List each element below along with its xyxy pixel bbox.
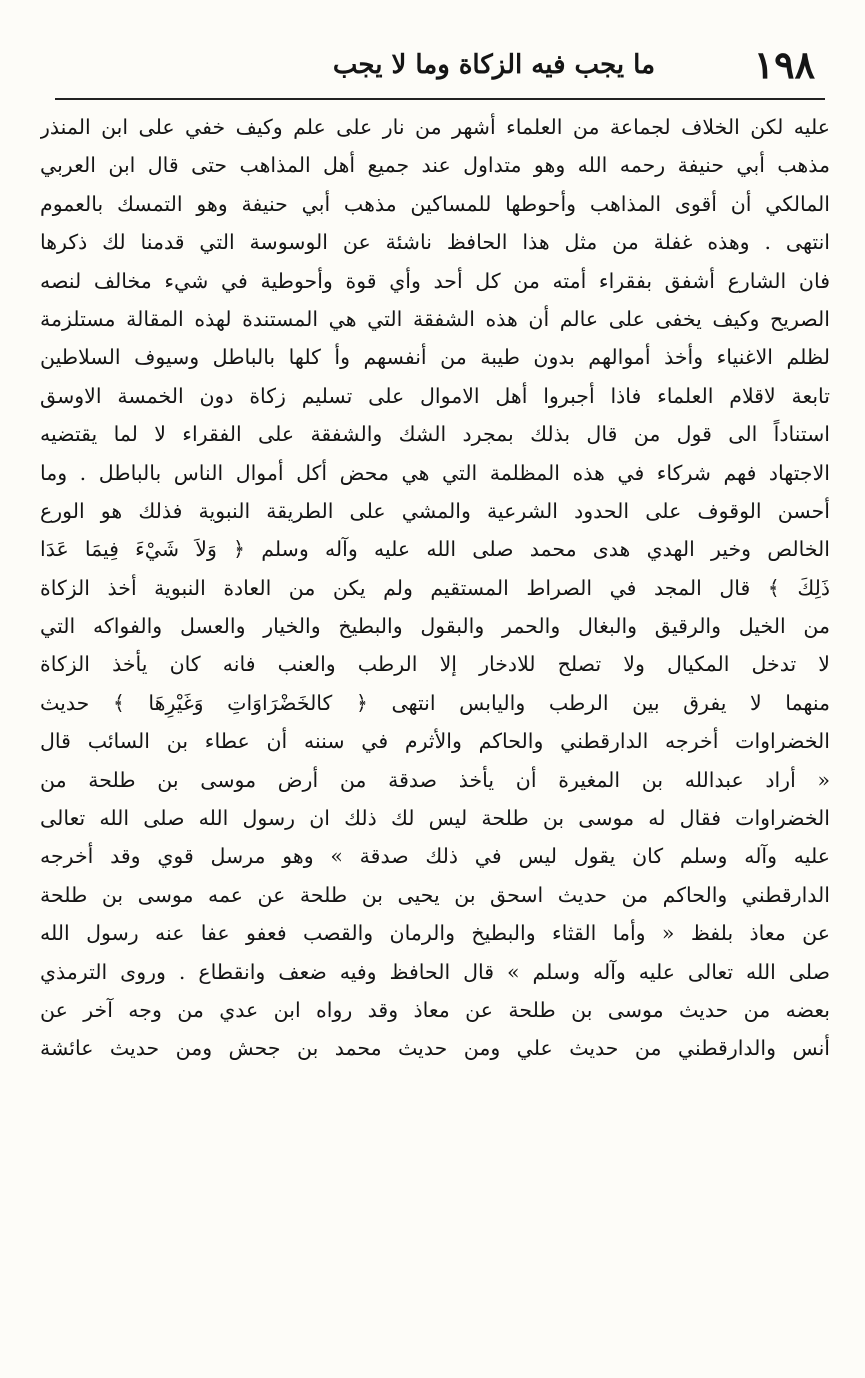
page-number: ١٩٨ [753, 42, 815, 87]
text-line: ذَلِكَ ﴾ قال المجد في الصراط المستقيم ولم يكن من العادة النبوية أخذ الزكاة [40, 575, 830, 600]
text-line: انتهى . وهذه غفلة من مثل هذا الحافظ ناشئة عن الوسوسة التي قدمنا لك ذكرها [40, 230, 830, 255]
text-line: فان الشارع أشفق بفقراء أمته من كل أحد وأي قوة وأحوطية في شيء مخالف لنصه [40, 268, 830, 293]
text-line: لا تدخل المكيال ولا تصلح للادخار إلا الرطب والعنب فانه كان يأخذ الزكاة [40, 652, 830, 677]
text-line: تابعة لاقلام العلماء فاذا أجبروا أهل الاموال على تسليم زكاة دون الخمسة الاوسق [40, 383, 830, 408]
text-line: الصريح وكيف يخفى على عالم أن هذه الشفقة التي هي المستندة لهذه المقالة مستلزمة [40, 306, 830, 331]
text-line: الخالص وخير الهدي هدى محمد صلى الله عليه وآله وسلم ﴿ وَلاَ شَيْءَ فِيمَا عَدَا [40, 537, 830, 562]
page-header [55, 38, 825, 100]
text-line: من الخيل والرقيق والبغال والحمر والبقول والبطيخ والخيار والعسل والفواكه التي [40, 614, 830, 639]
text-line: مذهب أبي حنيفة رحمه الله وهو متداول عند جميع أهل المذاهب حتى قال ابن العربي [40, 153, 830, 178]
text-line: أنس والدارقطني من حديث علي ومن حديث محمد بن جحش ومن حديث عائشة [40, 1036, 830, 1061]
text-line: عليه وآله وسلم كان يقول ليس في ذلك صدقة » وهو مرسل قوي وقد أخرجه [40, 844, 830, 869]
text-line: الخضراوات فقال له موسى بن طلحة ليس لك ذلك ان رسول الله صلى الله تعالى [40, 806, 830, 831]
text-line: منهما لا يفرق بين الرطب واليابس انتهى ﴿ كالخَضْرَاوَاتِ وَغَيْرِهَا ﴾ حديث [40, 690, 830, 715]
text-line: الخضراوات أخرجه الدارقطني والحاكم والأثرم في سننه أن عطاء بن السائب قال [40, 729, 830, 754]
body-text [40, 108, 830, 1068]
text-line: عن معاذ بلفظ « وأما القثاء والبطيخ والرمان والقصب فعفو عفا عنه رسول الله [40, 921, 830, 946]
text-line: الاجتهاد فهم شركاء في هذه المظلمة التي هي محض أكل أموال الناس بالباطل . وما [40, 460, 830, 485]
header-rule [55, 98, 825, 100]
text-line: عليه لكن الخلاف لجماعة من العلماء أشهر من نار على علم وكيف خفي على ابن المنذر [40, 115, 830, 139]
text-line: استناداً الى قول من قال بذلك بمجرد الشك والشفقة على الفقراء لا لما يقتضيه [40, 422, 830, 447]
text-line: المالكي أن أقوى المذاهب وأحوطها للمساكين مذهب أبي حنيفة وهو التمسك بالعموم [40, 191, 830, 216]
text-line: صلى الله تعالى عليه وآله وسلم » قال الحافظ وفيه ضعف وانقطاع . وروى الترمذي [40, 959, 830, 984]
text-line: الدارقطني والحاكم من حديث اسحق بن يحيى بن طلحة عن عمه موسى بن طلحة [40, 882, 830, 907]
running-title: ما يجب فيه الزكاة وما لا يجب [332, 50, 655, 80]
text-line: لظلم الاغنياء وأخذ أموالهم بدون طيبة من أنفسهم وأ كلها بالباطل وسيوف السلاطين [40, 345, 830, 370]
text-line: أحسن الوقوف على الحدود الشرعية والمشي على الطريقة النبوية فذلك هو الورع [40, 498, 830, 523]
text-line: « أراد عبدالله بن المغيرة أن يأخذ صدقة من أرض موسى بن طلحة من [40, 767, 830, 792]
text-line: بعضه من حديث موسى بن طلحة عن معاذ وقد رواه ابن عدي من وجه آخر عن [40, 997, 830, 1022]
